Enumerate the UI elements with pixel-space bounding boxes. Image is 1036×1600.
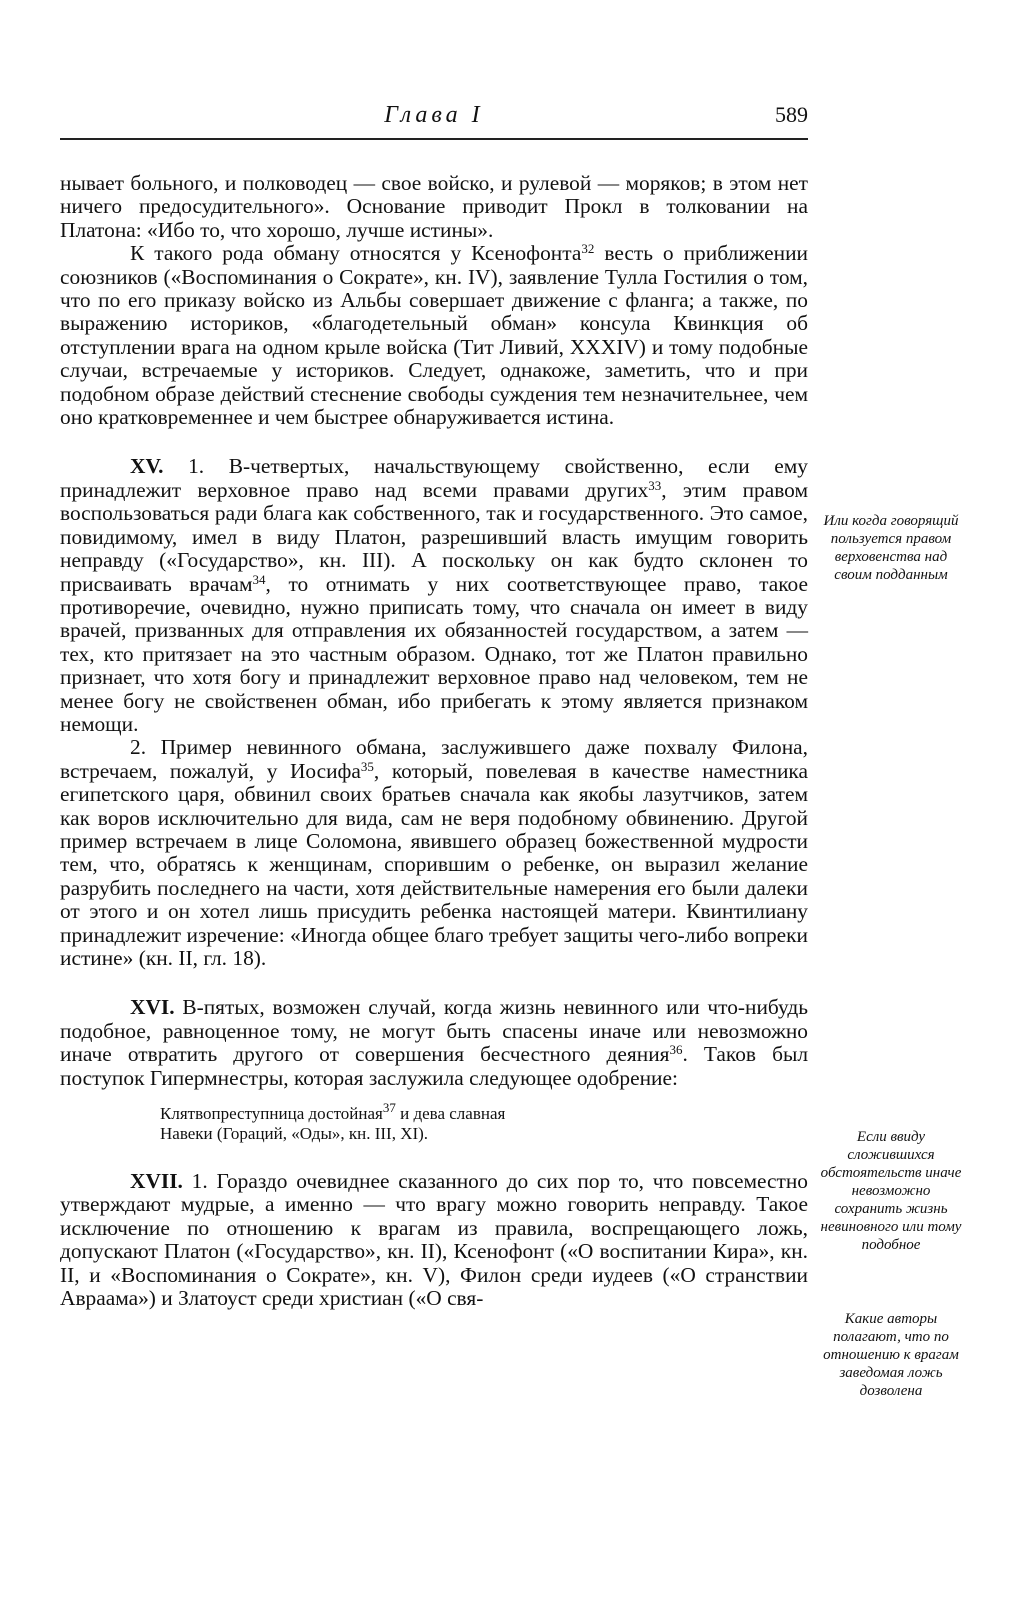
chapter-title: Глава I	[384, 102, 484, 128]
margin-note-1: Или когда говорящий пользуется правом верховенства над своим подданным	[823, 513, 959, 583]
footnote-ref: 35	[360, 758, 374, 774]
section-xvii	[60, 1170, 808, 1310]
section-number: XVII.	[130, 1169, 183, 1194]
paragraph-text: , этим правом воспользоваться ради блага как собственного, так и государственного. Это самое, повидимому, имел в виду Платон, разрешивший власть имущим говорить неправду («Государство», кн. III). А поскольку он как будто склонен то присваивать врачам	[60, 477, 808, 596]
section-number: XVI.	[130, 995, 175, 1020]
verse-text: Клятвопреступница достойная	[160, 1104, 383, 1124]
verse-line: Навеки (Гораций, «Оды», кн. III, XI).	[160, 1124, 429, 1144]
section-xv	[60, 455, 808, 736]
paragraph-1	[60, 172, 808, 242]
footnote-ref: 32	[581, 241, 595, 257]
footnote-ref: 34	[252, 571, 266, 587]
footnote-ref: 33	[648, 477, 662, 493]
page-number: 589	[775, 102, 808, 127]
paragraph-text: , который, повелевая в качестве наместника египетского царя, обвинил своих братьев сначала как якобы лазутчиков, затем как воров исключительно для вида, сам не веря подобному обвинению. Другой пример встречаем в лице Соломона, явившего образец божественной мудрости тем, что, обратясь к женщинам, спорившим о ребенке, он выразил желание разрубить последнего на части, хотя действительные намерения его были далеки от этого и он хотел лишь присудить ребенка настоящей матери. Квинтилиану принадлежит изречение: «Иногда общее благо требует защиты чего-либо вопреки истине» (кн. II, гл. 18).	[60, 758, 808, 970]
paragraph-text: В-пятых, возможен случай, когда жизнь невинного или что-нибудь подобное, равноценное тому, не могут быть спасены иначе или невозможно иначе отвратить другого от совершения бесчестного деяния	[60, 995, 808, 1067]
section-xv-2	[60, 736, 808, 970]
section-number: XV.	[130, 454, 164, 479]
header-rule	[60, 138, 808, 140]
margin-note-3: Какие авторы полагают, что по отношению к врагам заведомая ложь дозволена	[823, 1311, 959, 1399]
verse-text: и дева славная	[395, 1104, 506, 1124]
running-header	[60, 98, 808, 138]
paragraph-text: 1. Гораздо очевиднее сказанного до сих пор то, что повсеместно утверждают мудрые, а именно — что врагу можно говорить неправду. Такое исключение по отношению к врагам из правила, воспрещающего ложь, допускают Платон («Государство», кн. II), Ксенофонт («О воспитании Кира», кн. II, и «Воспоминания о Сократе», кн. V), Филон среди иудеев («О странствии Авраама») и Златоуст среди христиан («О свя-	[60, 1169, 808, 1311]
paragraph-text: , то отнимать у них соответствующее право, такое противоречие, очевидно, нужно приписать тому, что сначала он имеет в виду врачей, призванных для отправления их обязанностей государством, а затем — тех, кто притязает на это частным образом. Однако, тот же Платон правильно признает, что хотя богу и принадлежит верховное право над человеком, тем не менее богу не свойственен обман, ибо прибегать к этому является признаком немощи.	[60, 571, 808, 736]
footnote-ref: 36	[669, 1042, 683, 1058]
paragraph-text: . Таков был поступок Гипермнестры, которая заслужила следующее одобрение:	[60, 1042, 808, 1090]
margin-note-2: Если ввиду сложившихся обстоятельств иначе невозможно сохранить жизнь невиновного или тому подобное	[820, 1129, 962, 1253]
paragraph-text: 1. В-четвертых, начальствующему свойственно, если ему принадлежит верховное право над всеми правами других	[60, 454, 808, 502]
verse-quote	[160, 1100, 808, 1144]
main-text	[60, 172, 808, 1310]
footnote-ref: 37	[382, 1100, 396, 1116]
paragraph-text: весть о приближении союзников («Воспоминания о Сократе», кн. IV), заявление Тулла Гостилия о том, что по его приказу войско из Альбы совершает движение с фланга; а также, по выражению историков, «благодетельный обман» консула Квинкция об отступлении врага на одном крыле войска (Тит Ливий, XXXIV) и тому подобные случаи, встречаемые у историков. Следует, однакоже, заметить, что и при подобном образе действий стеснение свободы суждения тем незначительнее, чем оно кратковременнее и чем быстрее обнаруживается истина.	[60, 241, 808, 430]
verse-line	[160, 1100, 808, 1124]
paragraph-2	[60, 242, 808, 429]
paragraph-text: К такого рода обману относятся у Ксенофонта	[130, 241, 582, 266]
paragraph-text: 2. Пример невинного обмана, заслужившего даже похвалу Филона, встречаем, пожалуй, у Иосифа	[60, 735, 808, 783]
section-xvi	[60, 996, 808, 1090]
paragraph-text: нывает больного, и полководец — свое войско, и рулевой — моряков; в этом нет ничего предосудительного». Основание приводит Прокл в толковании на Платона: «Ибо то, что хорошо, лучше истины».	[60, 171, 808, 242]
